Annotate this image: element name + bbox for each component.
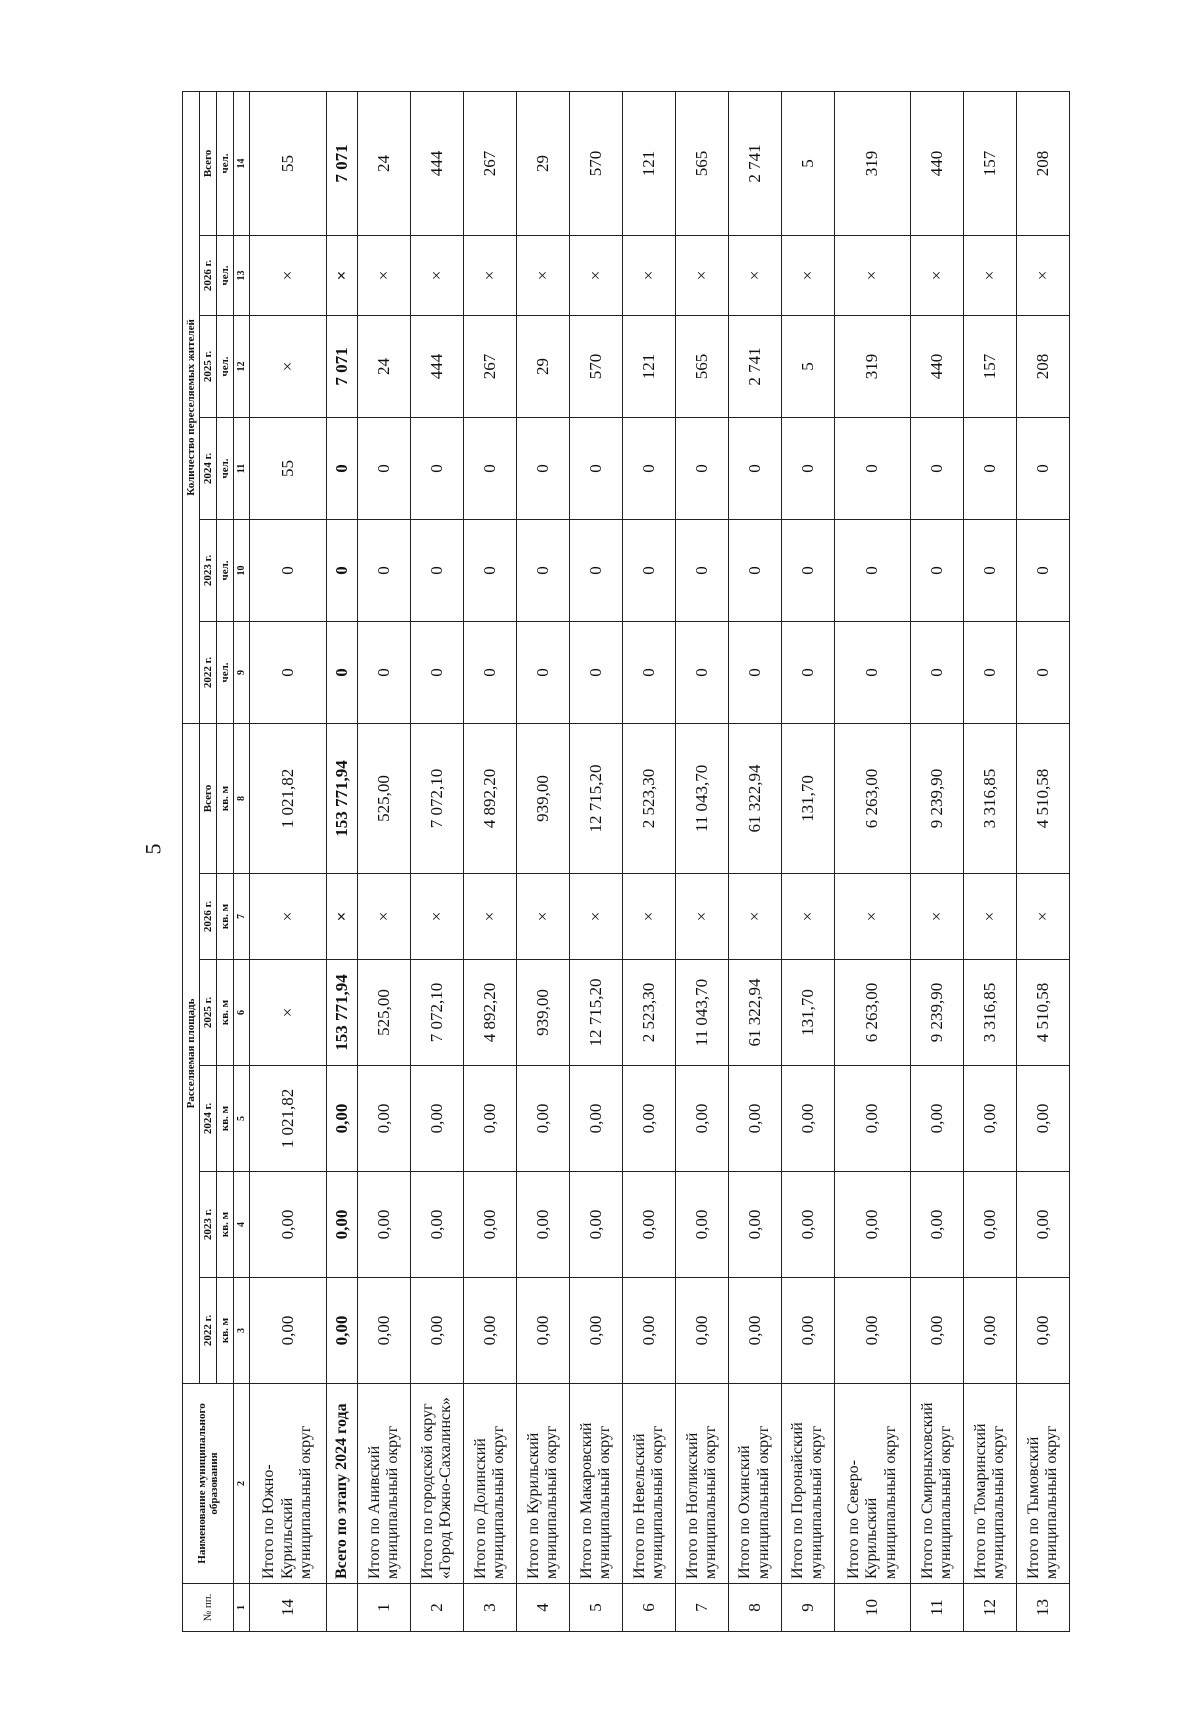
- area-value: ×: [250, 874, 326, 960]
- people-value: 29: [517, 91, 570, 235]
- header-people-year: 2024 г.: [200, 417, 217, 519]
- people-value: 565: [675, 315, 728, 417]
- area-value: 6 263,00: [834, 960, 910, 1066]
- municipality-name: Итого по Невельский муниципальный округ: [623, 1384, 676, 1584]
- column-number-row: [234, 91, 250, 1631]
- area-value: 0,00: [411, 1172, 464, 1278]
- area-value: 0,00: [623, 1278, 676, 1384]
- area-value: 4 510,58: [1016, 960, 1069, 1066]
- area-value: 0,00: [728, 1172, 781, 1278]
- area-value: ×: [517, 874, 570, 960]
- people-value: 0: [411, 417, 464, 519]
- row-number: 13: [1016, 1584, 1069, 1632]
- area-value: 0,00: [1016, 1172, 1069, 1278]
- area-value: ×: [326, 874, 358, 960]
- column-number: 8: [234, 723, 250, 873]
- municipality-name: Итого по Томаринский муниципальный округ: [964, 1384, 1017, 1584]
- area-value: 525,00: [358, 960, 411, 1066]
- header-unit: кв. м: [217, 1172, 234, 1278]
- area-value: 0,00: [326, 1278, 358, 1384]
- table-row: [623, 91, 676, 1631]
- people-value: ×: [911, 235, 964, 315]
- people-value: 157: [964, 315, 1017, 417]
- people-value: 0: [964, 519, 1017, 621]
- area-value: 0,00: [570, 1066, 623, 1172]
- area-value: ×: [623, 874, 676, 960]
- area-value: 0,00: [675, 1066, 728, 1172]
- area-value: 0,00: [964, 1278, 1017, 1384]
- column-number: 10: [234, 519, 250, 621]
- header-people-year: 2025 г.: [200, 315, 217, 417]
- area-value: 9 239,90: [911, 960, 964, 1066]
- people-value: 0: [464, 621, 517, 723]
- municipality-name: Итого по Ногликский муниципальный округ: [675, 1384, 728, 1584]
- row-number: 10: [834, 1584, 910, 1632]
- area-value: ×: [1016, 874, 1069, 960]
- people-value: 0: [1016, 621, 1069, 723]
- area-value: ×: [834, 874, 910, 960]
- people-value: 55: [250, 91, 326, 235]
- area-value: 153 771,94: [326, 723, 358, 873]
- area-value: 153 771,94: [326, 960, 358, 1066]
- column-number: 2: [234, 1384, 250, 1584]
- row-number: 11: [911, 1584, 964, 1632]
- people-value: 0: [326, 519, 358, 621]
- people-value: ×: [358, 235, 411, 315]
- people-value: 0: [517, 621, 570, 723]
- table-row: [675, 91, 728, 1631]
- row-number: 12: [964, 1584, 1017, 1632]
- area-value: 0,00: [781, 1172, 834, 1278]
- people-value: ×: [1016, 235, 1069, 315]
- column-number: 6: [234, 960, 250, 1066]
- rotated-table-wrapper: [182, 92, 1070, 1632]
- municipality-name: Итого по Поронайский муниципальный округ: [781, 1384, 834, 1584]
- municipality-name: Всего по этапу 2024 года: [326, 1384, 358, 1584]
- people-value: 0: [517, 417, 570, 519]
- people-value: 0: [675, 417, 728, 519]
- people-value: ×: [623, 235, 676, 315]
- area-value: 0,00: [250, 1172, 326, 1278]
- people-value: 0: [911, 621, 964, 723]
- column-number: 3: [234, 1278, 250, 1384]
- table-row: [728, 91, 781, 1631]
- header-area-year: 2022 г.: [200, 1278, 217, 1384]
- people-value: 0: [834, 621, 910, 723]
- area-value: 0,00: [358, 1066, 411, 1172]
- table-row: [911, 91, 964, 1631]
- header-unit: чел.: [217, 315, 234, 417]
- row-number: 7: [675, 1584, 728, 1632]
- area-value: 0,00: [326, 1172, 358, 1278]
- area-value: 0,00: [623, 1066, 676, 1172]
- people-value: 570: [570, 315, 623, 417]
- header-unit: чел.: [217, 417, 234, 519]
- people-value: 440: [911, 315, 964, 417]
- area-value: 7 072,10: [411, 723, 464, 873]
- row-number: 4: [517, 1584, 570, 1632]
- people-value: 29: [517, 315, 570, 417]
- people-value: ×: [728, 235, 781, 315]
- row-number: 2: [411, 1584, 464, 1632]
- area-value: 0,00: [911, 1066, 964, 1172]
- people-value: 2 741: [728, 315, 781, 417]
- header-people-total: Всего: [200, 91, 217, 235]
- area-value: ×: [728, 874, 781, 960]
- people-value: 7 071: [326, 91, 358, 235]
- header-area-year: 2024 г.: [200, 1066, 217, 1172]
- people-value: 0: [1016, 519, 1069, 621]
- people-value: 24: [358, 91, 411, 235]
- people-value: 7 071: [326, 315, 358, 417]
- area-value: 0,00: [964, 1066, 1017, 1172]
- people-value: ×: [781, 235, 834, 315]
- people-value: 319: [834, 315, 910, 417]
- municipality-name: Итого по Охинский муниципальный округ: [728, 1384, 781, 1584]
- header-unit: чел.: [217, 91, 234, 235]
- people-value: 0: [326, 417, 358, 519]
- municipality-name: Итого по городской округ «Город Южно-Сахалинск»: [411, 1384, 464, 1584]
- table-row: [250, 91, 326, 1631]
- header-unit: чел.: [217, 235, 234, 315]
- header-unit: чел.: [217, 519, 234, 621]
- row-number: 5: [570, 1584, 623, 1632]
- area-value: 131,70: [781, 960, 834, 1066]
- area-value: 0,00: [411, 1066, 464, 1172]
- header-area-total: Всего: [200, 723, 217, 873]
- area-value: 0,00: [675, 1278, 728, 1384]
- header-row-groups: [183, 91, 200, 1631]
- area-value: 0,00: [358, 1278, 411, 1384]
- area-value: 0,00: [570, 1172, 623, 1278]
- header-unit: чел.: [217, 621, 234, 723]
- area-value: 4 892,20: [464, 723, 517, 873]
- people-value: ×: [411, 235, 464, 315]
- area-value: 0,00: [517, 1066, 570, 1172]
- area-value: 0,00: [964, 1172, 1017, 1278]
- area-value: 0,00: [911, 1278, 964, 1384]
- people-value: 0: [781, 621, 834, 723]
- municipality-name: Итого по Южно-Курильский муниципальный округ: [250, 1384, 326, 1584]
- table-body: [250, 91, 1070, 1631]
- header-people-year: 2022 г.: [200, 621, 217, 723]
- people-value: 121: [623, 91, 676, 235]
- area-value: 0,00: [834, 1066, 910, 1172]
- area-value: 12 715,20: [570, 723, 623, 873]
- area-value: 0,00: [358, 1172, 411, 1278]
- area-value: 1 021,82: [250, 1066, 326, 1172]
- people-value: 440: [911, 91, 964, 235]
- area-value: 12 715,20: [570, 960, 623, 1066]
- area-value: 3 316,85: [964, 960, 1017, 1066]
- people-value: 0: [358, 621, 411, 723]
- area-value: ×: [411, 874, 464, 960]
- people-value: 267: [464, 315, 517, 417]
- municipality-name: Итого по Долинский муниципальный округ: [464, 1384, 517, 1584]
- area-value: 2 523,30: [623, 723, 676, 873]
- column-number: 11: [234, 417, 250, 519]
- area-value: 0,00: [411, 1278, 464, 1384]
- people-value: 55: [250, 417, 326, 519]
- table-row: [411, 91, 464, 1631]
- people-value: 0: [358, 519, 411, 621]
- header-area-year: 2023 г.: [200, 1172, 217, 1278]
- people-value: 0: [570, 417, 623, 519]
- header-area-year: 2025 г.: [200, 960, 217, 1066]
- area-value: 61 322,94: [728, 723, 781, 873]
- area-value: ×: [911, 874, 964, 960]
- row-number: 9: [781, 1584, 834, 1632]
- area-value: 4 510,58: [1016, 723, 1069, 873]
- area-value: 131,70: [781, 723, 834, 873]
- people-value: 444: [411, 91, 464, 235]
- area-value: 0,00: [326, 1066, 358, 1172]
- table-row-total: [326, 91, 358, 1631]
- people-value: 0: [623, 519, 676, 621]
- row-number: 1: [358, 1584, 411, 1632]
- column-number: 1: [234, 1584, 250, 1632]
- people-value: 0: [834, 417, 910, 519]
- area-value: 0,00: [464, 1278, 517, 1384]
- column-number: 14: [234, 91, 250, 235]
- area-value: ×: [964, 874, 1017, 960]
- table-row: [1016, 91, 1069, 1631]
- row-number: [326, 1584, 358, 1632]
- area-value: 6 263,00: [834, 723, 910, 873]
- row-number: 3: [464, 1584, 517, 1632]
- people-value: 157: [964, 91, 1017, 235]
- area-value: 2 523,30: [623, 960, 676, 1066]
- area-value: 0,00: [464, 1172, 517, 1278]
- municipality-name: Итого по Северо-Курильский муниципальный округ: [834, 1384, 910, 1584]
- column-number: 5: [234, 1066, 250, 1172]
- header-people-year: 2026 г.: [200, 235, 217, 315]
- area-value: 0,00: [728, 1278, 781, 1384]
- people-value: 0: [570, 519, 623, 621]
- people-value: 319: [834, 91, 910, 235]
- people-value: 0: [250, 621, 326, 723]
- area-value: ×: [675, 874, 728, 960]
- people-value: 0: [675, 519, 728, 621]
- people-value: 0: [464, 417, 517, 519]
- people-value: 0: [964, 417, 1017, 519]
- people-value: 208: [1016, 91, 1069, 235]
- people-value: 0: [411, 519, 464, 621]
- row-number: 14: [250, 1584, 326, 1632]
- area-value: ×: [781, 874, 834, 960]
- table-row: [781, 91, 834, 1631]
- column-number: 12: [234, 315, 250, 417]
- people-value: 121: [623, 315, 676, 417]
- people-value: 24: [358, 315, 411, 417]
- people-value: 0: [728, 621, 781, 723]
- area-value: ×: [464, 874, 517, 960]
- header-unit: кв. м: [217, 960, 234, 1066]
- people-value: 0: [781, 417, 834, 519]
- people-value: 0: [517, 519, 570, 621]
- page-number: 5: [140, 843, 166, 855]
- area-value: ×: [358, 874, 411, 960]
- area-value: 0,00: [781, 1278, 834, 1384]
- table-row: [570, 91, 623, 1631]
- people-value: 0: [411, 621, 464, 723]
- people-value: 444: [411, 315, 464, 417]
- area-value: 0,00: [517, 1172, 570, 1278]
- area-value: 4 892,20: [464, 960, 517, 1066]
- people-value: 0: [781, 519, 834, 621]
- table-row: [358, 91, 411, 1631]
- people-value: 0: [834, 519, 910, 621]
- table-row: [517, 91, 570, 1631]
- header-unit: кв. м: [217, 874, 234, 960]
- row-number: 6: [623, 1584, 676, 1632]
- area-value: 3 316,85: [964, 723, 1017, 873]
- area-value: 0,00: [517, 1278, 570, 1384]
- area-value: 0,00: [250, 1278, 326, 1384]
- people-value: 2 741: [728, 91, 781, 235]
- people-value: ×: [326, 235, 358, 315]
- column-number: 7: [234, 874, 250, 960]
- people-value: 570: [570, 91, 623, 235]
- area-value: 525,00: [358, 723, 411, 873]
- municipality-name: Итого по Смирныховский муниципальный округ: [911, 1384, 964, 1584]
- header-people-year: 2023 г.: [200, 519, 217, 621]
- area-value: 0,00: [728, 1066, 781, 1172]
- area-value: 0,00: [464, 1066, 517, 1172]
- people-value: 0: [1016, 417, 1069, 519]
- people-value: ×: [964, 235, 1017, 315]
- people-value: 0: [728, 519, 781, 621]
- people-value: 0: [623, 417, 676, 519]
- area-value: 0,00: [623, 1172, 676, 1278]
- area-value: 61 322,94: [728, 960, 781, 1066]
- column-number: 4: [234, 1172, 250, 1278]
- people-value: 0: [570, 621, 623, 723]
- area-value: 0,00: [570, 1278, 623, 1384]
- area-value: 1 021,82: [250, 723, 326, 873]
- area-value: 0,00: [834, 1278, 910, 1384]
- people-value: ×: [464, 235, 517, 315]
- area-value: 11 043,70: [675, 723, 728, 873]
- area-value: 0,00: [1016, 1278, 1069, 1384]
- header-unit: кв. м: [217, 1278, 234, 1384]
- people-value: 565: [675, 91, 728, 235]
- people-value: 0: [911, 417, 964, 519]
- header-unit: кв. м: [217, 1066, 234, 1172]
- people-value: 0: [911, 519, 964, 621]
- header-area-group: Расселяемая площадь: [183, 723, 200, 1383]
- people-value: 208: [1016, 315, 1069, 417]
- header-name: Наименование муниципального образования: [183, 1384, 234, 1584]
- municipality-name: Итого по Анивский муниципальный округ: [358, 1384, 411, 1584]
- area-value: 7 072,10: [411, 960, 464, 1066]
- resettlement-table: [182, 91, 1070, 1632]
- people-value: ×: [250, 315, 326, 417]
- area-value: 9 239,90: [911, 723, 964, 873]
- people-value: 0: [728, 417, 781, 519]
- header-unit: кв. м: [217, 723, 234, 873]
- people-value: 5: [781, 91, 834, 235]
- people-value: ×: [250, 235, 326, 315]
- header-num: № пп.: [183, 1584, 234, 1632]
- area-value: 0,00: [834, 1172, 910, 1278]
- people-value: 0: [464, 519, 517, 621]
- area-value: 0,00: [781, 1066, 834, 1172]
- municipality-name: Итого по Курильский муниципальный округ: [517, 1384, 570, 1584]
- people-value: 267: [464, 91, 517, 235]
- people-value: 5: [781, 315, 834, 417]
- column-number: 13: [234, 235, 250, 315]
- table-row: [464, 91, 517, 1631]
- row-number: 8: [728, 1584, 781, 1632]
- area-value: ×: [250, 960, 326, 1066]
- people-value: 0: [358, 417, 411, 519]
- municipality-name: Итого по Макаровский муниципальный округ: [570, 1384, 623, 1584]
- people-value: 0: [675, 621, 728, 723]
- header-area-year: 2026 г.: [200, 874, 217, 960]
- area-value: ×: [570, 874, 623, 960]
- area-value: 0,00: [675, 1172, 728, 1278]
- people-value: 0: [623, 621, 676, 723]
- people-value: ×: [517, 235, 570, 315]
- table-row: [964, 91, 1017, 1631]
- people-value: 0: [250, 519, 326, 621]
- table-row: [834, 91, 910, 1631]
- area-value: 0,00: [911, 1172, 964, 1278]
- municipality-name: Итого по Тымовский муниципальный округ: [1016, 1384, 1069, 1584]
- people-value: ×: [675, 235, 728, 315]
- area-value: 939,00: [517, 960, 570, 1066]
- area-value: 939,00: [517, 723, 570, 873]
- header-people-group: Количество переселяемых жителей: [183, 91, 200, 723]
- people-value: 0: [326, 621, 358, 723]
- people-value: 0: [964, 621, 1017, 723]
- area-value: 11 043,70: [675, 960, 728, 1066]
- people-value: ×: [834, 235, 910, 315]
- people-value: ×: [570, 235, 623, 315]
- column-number: 9: [234, 621, 250, 723]
- area-value: 0,00: [1016, 1066, 1069, 1172]
